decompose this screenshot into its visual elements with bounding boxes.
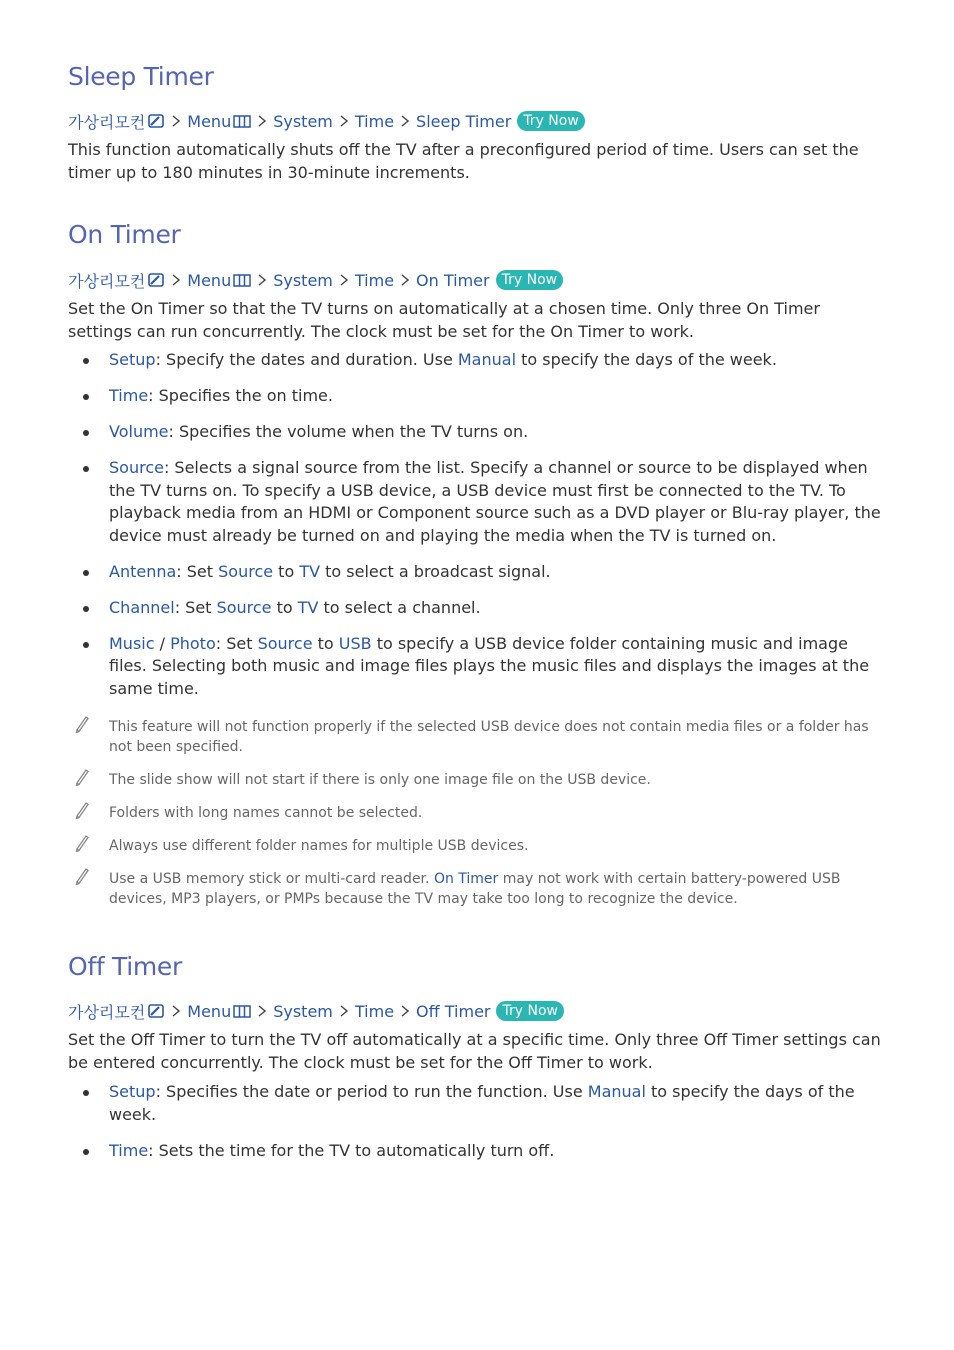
menu-icon (233, 1005, 251, 1018)
item-text: to (271, 597, 298, 617)
term-time: Time (109, 1140, 149, 1160)
note-text: may not work with certain battery-powered USB devices, MP3 players, or PMPs because the TV may take too long to recognize the device. (109, 871, 841, 907)
crumb-time[interactable]: Time (354, 111, 395, 131)
on-timer-options-list (68, 349, 888, 714)
item-text: to (273, 561, 300, 581)
item-text: to (312, 633, 339, 653)
sleep-timer-description: This function automatically shuts off the TV after a preconfigured period of time. Users can set the timer up to 180 minutes in 30-minute increments. (68, 140, 859, 182)
term-tv: TV (299, 561, 321, 581)
list-item-music-photo (68, 633, 888, 701)
crumb-time[interactable]: Time (354, 1001, 395, 1021)
item-text: to select a channel. (318, 597, 481, 617)
pencil-note-icon (74, 801, 90, 819)
note-item (68, 836, 888, 856)
pencil-note-icon (74, 715, 90, 733)
note-text: Use a USB memory stick or multi-card reader. (109, 871, 434, 887)
term-source: Source (216, 597, 272, 617)
chevron-right-icon (401, 274, 409, 286)
item-text: : Specifies the on time. (148, 386, 333, 405)
note-item (68, 770, 888, 790)
list-item-volume (68, 421, 888, 444)
item-text: to specify a USB device folder containing music and image files. Selecting both music and image files plays the music files and displays the images at the same time. (109, 633, 870, 698)
term-source: Source (109, 458, 164, 477)
try-now-button[interactable]: Try Now (496, 270, 563, 290)
list-item-setup (68, 349, 888, 372)
off-timer-description: Set the Off Timer to turn the TV off automatically at a specific time. Only three Off Timer settings can be entered concurrently. The clock must be set for the Off Timer to work. (68, 1030, 881, 1072)
menu-icon (233, 115, 251, 128)
crumb-on-timer[interactable]: On Timer (416, 270, 490, 290)
crumb-menu[interactable]: Menu (187, 1001, 232, 1021)
list-item-time (68, 1140, 888, 1163)
term-source: Source (257, 633, 313, 653)
term-usb: USB (338, 633, 372, 653)
note-text: Always use different folder names for multiple USB devices. (109, 838, 529, 854)
chevron-right-icon (172, 274, 180, 286)
section-title-on-timer: On Timer (68, 220, 181, 249)
chevron-right-icon (340, 1005, 348, 1017)
term-setup: Setup (109, 350, 156, 369)
list-item-setup (68, 1081, 888, 1126)
pencil-note-icon (74, 768, 90, 786)
on-timer-description: Set the On Timer so that the TV turns on automatically at a chosen time. Only three On Timer settings can run concurrently. The clock must be set for the On Timer to work. (68, 299, 820, 341)
virtual-remote-icon (147, 1004, 165, 1018)
item-text: to select a broadcast signal. (320, 561, 551, 581)
on-timer-notes (68, 717, 888, 922)
note-text: Folders with long names cannot be selected. (109, 805, 423, 821)
item-text: : Set (176, 561, 219, 581)
crumb-virtual-remote[interactable]: 가상리모컨 (68, 112, 146, 132)
crumb-menu[interactable]: Menu (187, 270, 232, 290)
breadcrumb-off-timer (68, 999, 564, 1023)
section-title-sleep-timer: Sleep Timer (68, 62, 214, 91)
item-text: : Specifies the volume when the TV turns on. (168, 422, 529, 441)
term-source: Source (218, 561, 274, 581)
term-music: Music (109, 633, 155, 653)
note-text: This feature will not function properly if the selected USB device does not contain media files or a folder has not been specified. (109, 719, 869, 755)
crumb-off-timer[interactable]: Off Timer (416, 1001, 491, 1021)
breadcrumb-sleep-timer (68, 109, 585, 133)
term-time: Time (109, 386, 149, 405)
term-volume: Volume (109, 422, 169, 441)
term-antenna: Antenna (109, 561, 177, 581)
chevron-right-icon (258, 115, 266, 127)
note-text: The slide show will not start if there is only one image file on the USB device. (109, 772, 651, 788)
virtual-remote-icon (147, 273, 165, 287)
chevron-right-icon (258, 274, 266, 286)
item-text: : Specifies the date or period to run the function. Use (155, 1082, 588, 1101)
list-item-source (68, 457, 888, 547)
item-text: : Selects a signal source from the list. Specify a channel or source to be displayed when the TV turns on. To specify a USB device, a USB device must first be connected to the TV. To playback media from an HDMI or Component source such as a DVD player or Blu-ray player, the device must already be turned on and playing the media when the TV is turned on. (109, 458, 881, 545)
list-item-antenna (68, 561, 888, 584)
chevron-right-icon (172, 115, 180, 127)
menu-icon (233, 274, 251, 287)
term-channel: Channel (109, 597, 175, 617)
list-item-time (68, 385, 888, 408)
crumb-system[interactable]: System (273, 270, 333, 290)
term-photo: Photo (170, 633, 216, 653)
item-text: to specify the days of the week. (516, 350, 777, 369)
term-setup: Setup (109, 1082, 156, 1101)
pencil-note-icon (74, 834, 90, 852)
note-item (68, 717, 888, 757)
chevron-right-icon (401, 115, 409, 127)
note-item (68, 869, 888, 909)
item-text: : Sets the time for the TV to automatically turn off. (148, 1140, 555, 1160)
pencil-note-icon (74, 867, 90, 885)
crumb-system[interactable]: System (273, 111, 333, 131)
item-text: : Set (215, 633, 258, 653)
item-text: / (154, 633, 171, 653)
crumb-menu[interactable]: Menu (187, 111, 232, 131)
chevron-right-icon (340, 115, 348, 127)
item-text: to specify the days of the week. (109, 1082, 855, 1124)
chevron-right-icon (340, 274, 348, 286)
term-tv: TV (297, 597, 319, 617)
chevron-right-icon (258, 1005, 266, 1017)
crumb-time[interactable]: Time (354, 270, 395, 290)
item-text: : Specify the dates and duration. Use (155, 350, 458, 369)
chevron-right-icon (172, 1005, 180, 1017)
item-text: : Set (174, 597, 217, 617)
virtual-remote-icon (147, 114, 165, 128)
try-now-button[interactable]: Try Now (517, 111, 584, 131)
term-manual: Manual (587, 1082, 646, 1101)
off-timer-options-list (68, 1081, 888, 1176)
section-title-off-timer: Off Timer (68, 952, 182, 981)
crumb-sleep-timer[interactable]: Sleep Timer (416, 111, 512, 131)
note-item (68, 803, 888, 823)
breadcrumb-on-timer (68, 268, 563, 292)
term-manual: Manual (457, 350, 517, 369)
chevron-right-icon (401, 1005, 409, 1017)
crumb-virtual-remote[interactable]: 가상리모컨 (68, 271, 146, 291)
crumb-virtual-remote[interactable]: 가상리모컨 (68, 1002, 146, 1022)
list-item-channel (68, 597, 888, 620)
try-now-button[interactable]: Try Now (496, 1001, 563, 1021)
term-on-timer: On Timer (433, 871, 499, 887)
crumb-system[interactable]: System (273, 1001, 333, 1021)
